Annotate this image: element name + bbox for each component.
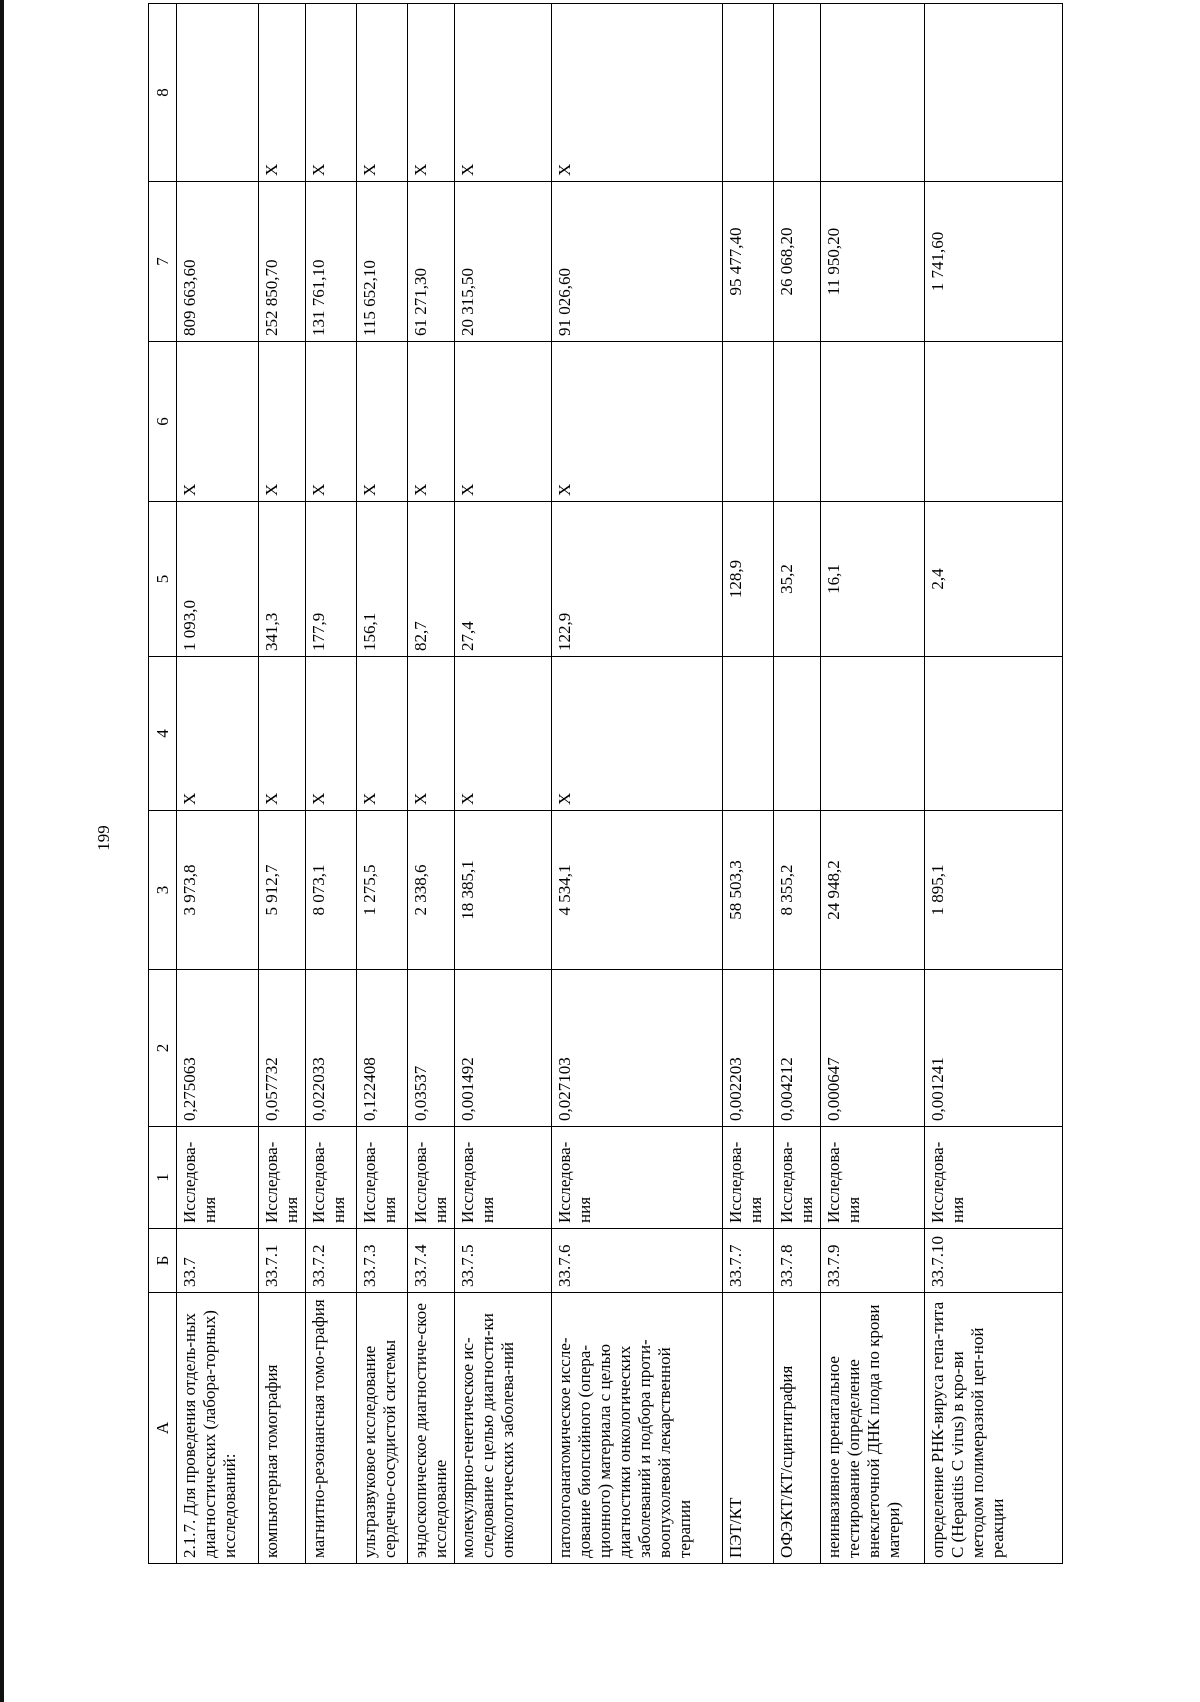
row-label: эндоскопическое диагностиче-ское исследование [408, 1293, 455, 1564]
table-cell: 24 948,2 [821, 811, 925, 970]
table-cell [774, 4, 821, 182]
table-cell: 0,001241 [925, 970, 1063, 1127]
table-row [306, 4, 357, 1564]
table-cell: 0,022033 [306, 970, 357, 1127]
table-cell: 1 741,60 [925, 182, 1063, 342]
table-cell [925, 342, 1063, 502]
row-unit: Исследова-ния [259, 1127, 306, 1229]
row-unit: Исследова-ния [925, 1127, 1063, 1229]
table-row [408, 4, 455, 1564]
table-cell: X [357, 4, 408, 182]
table-cell: X [259, 4, 306, 182]
table-cell: X [455, 4, 552, 182]
row-code: 33.7.8 [774, 1229, 821, 1293]
header-cell: 2 [149, 970, 177, 1127]
header-cell: 7 [149, 182, 177, 342]
table-cell: X [306, 342, 357, 502]
table-cell: 252 850,70 [259, 182, 306, 342]
table-cell: 3 973,8 [177, 811, 259, 970]
table-cell: X [455, 342, 552, 502]
row-code: 33.7.7 [723, 1229, 774, 1293]
row-code: 33.7.9 [821, 1229, 925, 1293]
row-unit: Исследова-ния [455, 1127, 552, 1229]
table-cell: 341,3 [259, 502, 306, 657]
table-cell [774, 657, 821, 811]
row-unit: Исследова-ния [408, 1127, 455, 1229]
table-cell: 18 385,1 [455, 811, 552, 970]
table-row [177, 4, 259, 1564]
row-unit: Исследова-ния [177, 1127, 259, 1229]
row-label: определение РНК-вируса гепа-тита С (Hepatitis C virus) в кро-ви методом полимеразной цеп-ной реакции [925, 1293, 1063, 1564]
table-cell: 91 026,60 [552, 182, 723, 342]
table-cell: 0,057732 [259, 970, 306, 1127]
row-code: 33.7.4 [408, 1229, 455, 1293]
header-cell: 3 [149, 811, 177, 970]
table-cell: X [552, 4, 723, 182]
row-label: компьютерная томография [259, 1293, 306, 1564]
row-label: 2.1.7. Для проведения отдель-ных диагностических (лабора-торных) исследований: [177, 1293, 259, 1564]
table-row [723, 4, 774, 1564]
row-unit: Исследова-ния [357, 1127, 408, 1229]
table-cell: 27,4 [455, 502, 552, 657]
table-row [259, 4, 306, 1564]
header-cell: Б [149, 1229, 177, 1293]
table-cell: 16,1 [821, 502, 925, 657]
table-cell: 20 315,50 [455, 182, 552, 342]
table-cell: X [455, 657, 552, 811]
table-cell [821, 657, 925, 811]
table-cell: 0,122408 [357, 970, 408, 1127]
row-code: 33.7.10 [925, 1229, 1063, 1293]
table-cell: X [306, 4, 357, 182]
table-cell: 0,002203 [723, 970, 774, 1127]
table-cell: 0,001492 [455, 970, 552, 1127]
table-cell: 4 534,1 [552, 811, 723, 970]
table-cell: 1 275,5 [357, 811, 408, 970]
table-cell: 0,027103 [552, 970, 723, 1127]
table-row [774, 4, 821, 1564]
table-row [357, 4, 408, 1564]
table-cell: 11 950,20 [821, 182, 925, 342]
table-cell: 35,2 [774, 502, 821, 657]
table-cell: 0,03537 [408, 970, 455, 1127]
table-cell: 61 271,30 [408, 182, 455, 342]
row-unit: Исследова-ния [723, 1127, 774, 1229]
table-cell [723, 342, 774, 502]
table-cell [177, 4, 259, 182]
table-cell: 1 093,0 [177, 502, 259, 657]
table-cell: 5 912,7 [259, 811, 306, 970]
table-wrapper [148, 64, 1053, 1564]
row-label: ПЭТ/КТ [723, 1293, 774, 1564]
row-code: 33.7.3 [357, 1229, 408, 1293]
table-cell: 1 895,1 [925, 811, 1063, 970]
scan-edge [0, 0, 4, 1702]
table-cell [925, 4, 1063, 182]
row-unit: Исследова-ния [774, 1127, 821, 1229]
table-row [925, 4, 1063, 1564]
header-cell: 4 [149, 657, 177, 811]
table-cell: 115 652,10 [357, 182, 408, 342]
table-cell: X [259, 342, 306, 502]
table-cell: 82,7 [408, 502, 455, 657]
header-cell: A [149, 1293, 177, 1564]
table-cell: 8 355,2 [774, 811, 821, 970]
table-cell: 122,9 [552, 502, 723, 657]
table-cell: 95 477,40 [723, 182, 774, 342]
table-cell: 128,9 [723, 502, 774, 657]
table-cell: X [177, 342, 259, 502]
table-cell: X [177, 657, 259, 811]
table-cell: 177,9 [306, 502, 357, 657]
header-cell: 6 [149, 342, 177, 502]
table-cell: 2 338,6 [408, 811, 455, 970]
row-label: молекулярно-генетическое ис-следование с целью диагности-ки онкологических заболева-ний [455, 1293, 552, 1564]
table-cell: 2,4 [925, 502, 1063, 657]
table-cell [723, 657, 774, 811]
table-cell: X [408, 657, 455, 811]
table-cell: X [552, 657, 723, 811]
table-cell [925, 657, 1063, 811]
table-row [821, 4, 925, 1564]
table-cell: 8 073,1 [306, 811, 357, 970]
table-cell: X [259, 657, 306, 811]
table-cell: 131 761,10 [306, 182, 357, 342]
row-unit: Исследова-ния [552, 1127, 723, 1229]
tariff-table [148, 3, 1063, 1564]
table-cell [821, 342, 925, 502]
table-cell: 58 503,3 [723, 811, 774, 970]
table-cell: X [408, 342, 455, 502]
table-cell: X [306, 657, 357, 811]
row-code: 33.7.5 [455, 1229, 552, 1293]
table-cell: 0,000647 [821, 970, 925, 1127]
header-row [149, 4, 177, 1564]
table-row [552, 4, 723, 1564]
table-cell: 156,1 [357, 502, 408, 657]
table-cell [723, 4, 774, 182]
table-cell: X [357, 342, 408, 502]
page-number: 199 [94, 825, 113, 851]
row-label: ОФЭКТ/КТ/сцинтиграфия [774, 1293, 821, 1564]
table-cell: X [552, 342, 723, 502]
header-cell: 8 [149, 4, 177, 182]
row-code: 33.7.2 [306, 1229, 357, 1293]
row-code: 33.7.6 [552, 1229, 723, 1293]
table-cell: X [408, 4, 455, 182]
row-label: неинвазивное пренатальное тестирование (определение внеклеточной ДНК плода по крови матери) [821, 1293, 925, 1564]
row-label: ультразвуковое исследование сердечно-сосудистой системы [357, 1293, 408, 1564]
table-cell: X [357, 657, 408, 811]
table-row [455, 4, 552, 1564]
row-label: патологоанатомическое иссле-дование биопсийного (опера-ционного) материала с целью диагностики онкологических заболеваний и подбора проти-воопухолевой лекарственной терапии [552, 1293, 723, 1564]
header-cell: 1 [149, 1127, 177, 1229]
row-label: магнитно-резонансная томо-графия [306, 1293, 357, 1564]
table-cell: 26 068,20 [774, 182, 821, 342]
table-cell: 0,275063 [177, 970, 259, 1127]
row-unit: Исследова-ния [306, 1127, 357, 1229]
header-cell: 5 [149, 502, 177, 657]
row-code: 33.7.1 [259, 1229, 306, 1293]
table-cell: 0,004212 [774, 970, 821, 1127]
row-unit: Исследова-ния [821, 1127, 925, 1229]
table-cell [821, 4, 925, 182]
row-code: 33.7 [177, 1229, 259, 1293]
table-cell [774, 342, 821, 502]
table-cell: 809 663,60 [177, 182, 259, 342]
